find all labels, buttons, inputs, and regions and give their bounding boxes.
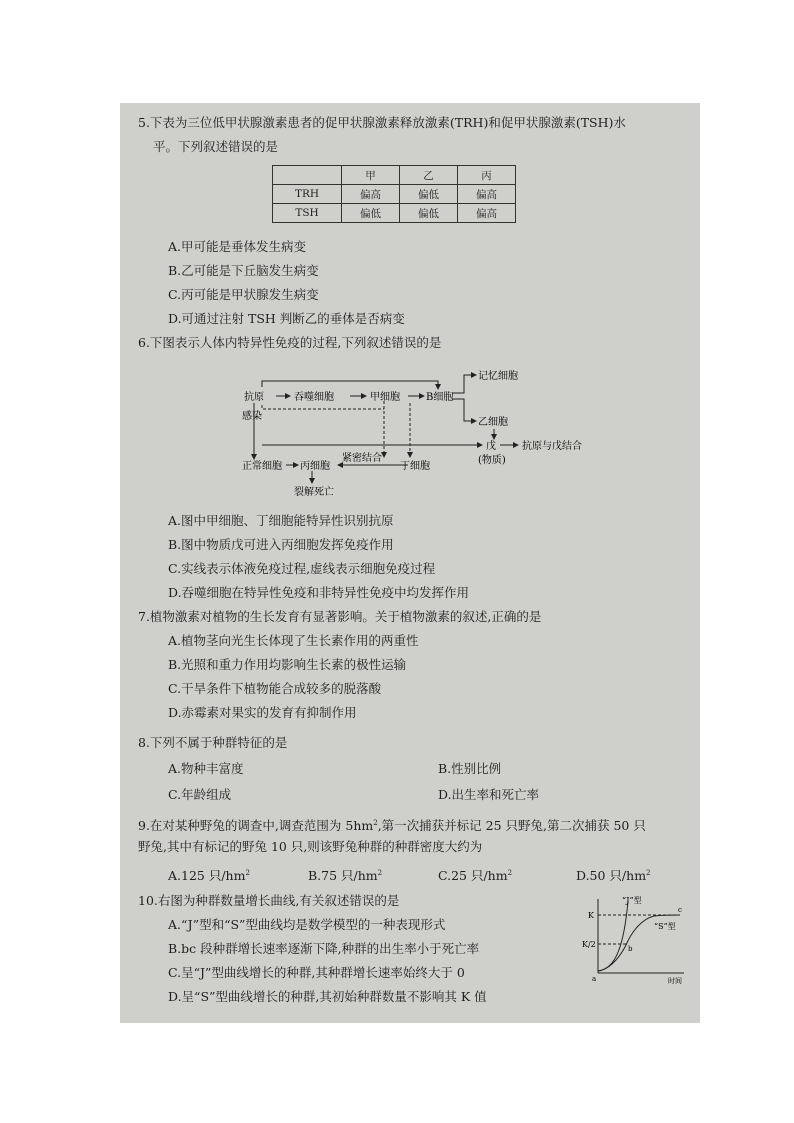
q5-option-a: A.甲可能是垂体发生病变 [168, 239, 307, 254]
diagram-close-binding: 紧密结合 [342, 453, 382, 464]
graph-x-label: 时间 [668, 977, 682, 985]
q8-stem: 8.下列不属于种群特征的是 [138, 735, 288, 750]
q7-option-a: A.植物茎向光生长体现了生长素作用的两重性 [168, 633, 419, 648]
q5-option-b: B.乙可能是下丘脑发生病变 [168, 263, 319, 278]
diagram-cell-ding: 丁细胞 [400, 461, 430, 472]
q9-stem-line1: 9.在对某种野兔的调查中,调查范围为 $5hm^2$,第一次捕获并标记 25 只野兔,第二次捕获 50 只 [138, 818, 646, 834]
q7-option-b: B.光照和重力作用均影响生长素的极性运输 [168, 657, 407, 672]
diagram-antigen: 抗原 [244, 392, 264, 403]
graph-s-label: “S”型 [654, 922, 676, 931]
diagram-cell-yi: 乙细胞 [478, 417, 508, 428]
q9-option-a: A.125 只$/hm^2$ [168, 868, 250, 884]
immune-diagram [242, 361, 582, 501]
q7-option-c: C.干旱条件下植物能合成较多的脱落酸 [168, 681, 382, 696]
q8-option-c: C.年龄组成 [168, 787, 232, 802]
diagram-infect: 感染 [242, 411, 262, 422]
q7-stem: 7.植物激素对植物的生长发育有显著影响。关于植物激素的叙述,正确的是 [138, 609, 542, 624]
q6-stem: 6.下图表示人体内特异性免疫的过程,下列叙述错误的是 [138, 335, 442, 350]
graph-a-label: a [592, 975, 597, 983]
diagram-phagocyte: 吞噬细胞 [294, 392, 334, 403]
table-row: 甲 乙 丙 [273, 166, 516, 185]
q9-option-d: D.50 只$/hm^2$ [576, 868, 651, 884]
q7-option-d: D.赤霉素对果实的发育有抑制作用 [168, 705, 357, 720]
j-curve [598, 901, 628, 971]
graph-k2-label: K/2 [582, 940, 596, 949]
diagram-memory-cell: 记忆细胞 [478, 371, 518, 382]
population-growth-graph [582, 893, 694, 985]
graph-c-label: c [678, 906, 682, 914]
diagram-normal-cell: 正常细胞 [242, 461, 282, 472]
q6-option-d: D.吞噬细胞在特异性免疫和非特异性免疫中均发挥作用 [168, 585, 470, 600]
q5-option-c: C.丙可能是甲状腺发生病变 [168, 287, 319, 302]
q8-option-a: A.物种丰富度 [168, 761, 244, 776]
table-row: TRH 偏高 偏低 偏高 [273, 185, 516, 204]
q10-option-d: D.呈“S”型曲线增长的种群,其初始种群数量不影响其 K 值 [168, 989, 487, 1004]
diagram-cell-b: B细胞 [426, 392, 454, 403]
graph-k-label: K [588, 911, 594, 920]
diagram-wu: 戊 [486, 441, 496, 452]
q9-stem-line2: 野兔,其中有标记的野兔 10 只,则该野兔种群的种群密度大约为 [138, 839, 483, 854]
q10-option-b: B.bc 段种群增长速率逐渐下降,种群的出生率小于死亡率 [168, 941, 480, 956]
q5-stem-line1: 5.下表为三位低甲状腺激素患者的促甲状腺激素释放激素(TRH)和促甲状腺激素(TSH)水 [138, 115, 626, 130]
diagram-substance: (物质) [478, 455, 506, 466]
q10-stem: 10.右图为种群数量增长曲线,有关叙述错误的是 [138, 893, 400, 908]
q6-option-b: B.图中物质戊可进入丙细胞发挥免疫作用 [168, 537, 394, 552]
diagram-antigen-binding: 抗原与戊结合 [522, 441, 582, 452]
q10-option-c: C.呈“J”型曲线增长的种群,其种群增长速率始终大于 0 [168, 965, 465, 980]
q5-stem-line2: 平。下列叙述错误的是 [153, 139, 279, 154]
q5-option-d: D.可通过注射 TSH 判断乙的垂体是否病变 [168, 311, 405, 326]
q10-option-a: A.“J”型和“S”型曲线均是数学模型的一种表现形式 [168, 917, 446, 932]
q5-table [272, 165, 516, 223]
q8-option-b: B.性别比例 [438, 761, 502, 776]
graph-j-label: “J”型 [622, 896, 642, 905]
table-row: TSH 偏低 偏低 偏高 [273, 204, 516, 223]
q8-option-d: D.出生率和死亡率 [438, 787, 540, 802]
q6-option-c: C.实线表示体液免疫过程,虚线表示细胞免疫过程 [168, 561, 436, 576]
q6-option-a: A.图中甲细胞、丁细胞能特异性识别抗原 [168, 513, 394, 528]
diagram-cell-jia: 甲细胞 [370, 392, 400, 403]
diagram-lysis: 裂解死亡 [294, 487, 334, 498]
graph-b-label: b [628, 945, 633, 953]
q9-option-b: B.75 只$/hm^2$ [308, 868, 383, 884]
diagram-cell-bing: 丙细胞 [300, 461, 330, 472]
q9-option-c: C.25 只$/hm^2$ [438, 868, 513, 884]
exam-page [120, 103, 700, 1023]
